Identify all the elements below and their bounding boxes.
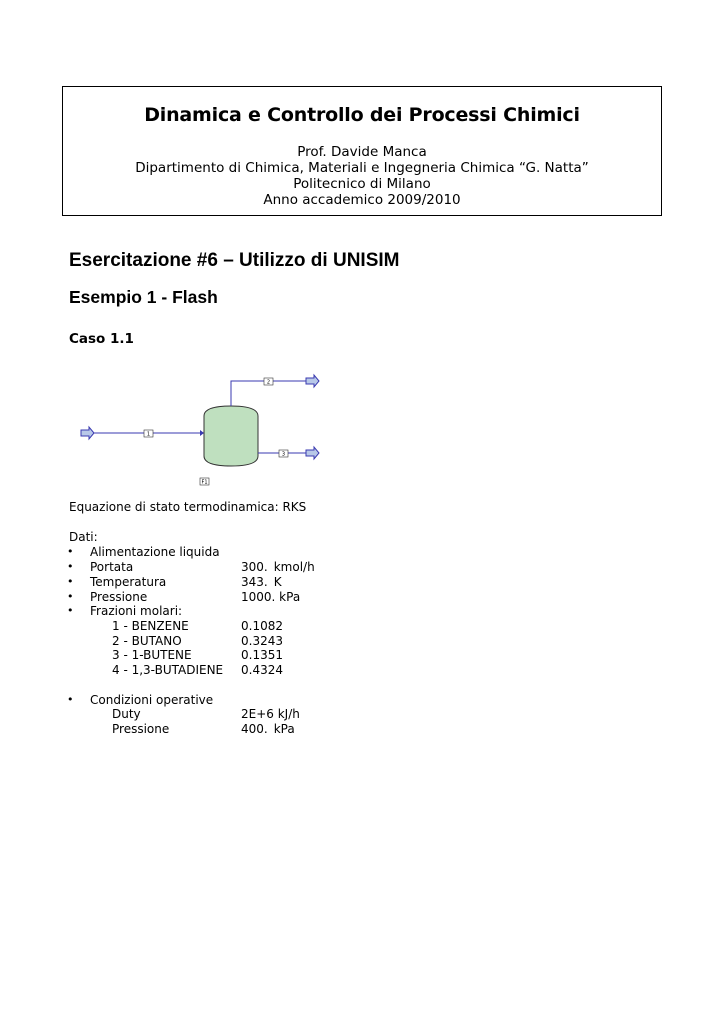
academic-year: Anno accademico 2009/2010 [263,192,461,208]
professor-name: Prof. Davide Manca [297,144,427,160]
dati-label: Dati: [69,530,98,544]
component-value: 0.1351 [241,648,283,662]
bullet-icon: • [67,604,74,617]
case-title: Caso 1.1 [69,331,134,347]
example-title: Esempio 1 - Flash [69,287,218,307]
pressione-label: Pressione [90,590,148,604]
feed-type: Alimentazione liquida [90,545,220,559]
liquid-stream-label: 3 [281,451,286,458]
temperatura-unit: K [273,575,282,589]
bullet-icon: • [67,575,74,588]
flash-vessel [204,406,258,466]
temperatura-value [241,575,282,590]
vapor-stream-arrow-icon [306,375,319,387]
feed-stream-label: 1 [146,431,151,438]
operating-pressione-unit: kPa [273,722,295,736]
pressione-value: 1000. kPa [241,590,301,604]
portata-value [241,560,315,575]
header-box [62,86,662,216]
liquid-stream-arrow-icon [306,447,319,459]
duty-label: Duty [112,707,141,721]
exercise-title: Esercitazione #6 – Utilizzo di UNISIM [69,250,400,271]
component-name: 2 - BUTANO [112,634,182,648]
unit-label: F1 [201,479,208,486]
component-value: 0.4324 [241,663,283,677]
bullet-icon: • [67,693,74,706]
feed-inlet-arrowhead [200,430,204,436]
duty-value: 2E+6 kJ/h [241,707,300,721]
operating-label: Condizioni operative [90,693,214,707]
component-value: 0.3243 [241,634,283,648]
bullet-icon: • [67,560,74,573]
flash-process-diagram [76,368,326,490]
operating-pressione-label: Pressione [112,722,170,736]
vapor-stream-label: 2 [266,379,271,386]
component-name: 4 - 1,3-BUTADIENE [112,663,224,677]
department-name: Dipartimento di Chimica, Materiali e Ingegneria Chimica “G. Natta” [135,160,589,176]
portata-number: 300. [241,560,268,574]
frazioni-label: Frazioni molari: [90,604,183,618]
portata-label: Portata [90,560,134,574]
operating-pressione-number: 400. [241,722,268,736]
bullet-icon: • [67,590,74,603]
temperatura-label: Temperatura [90,575,167,589]
bullet-icon: • [67,545,74,558]
component-name: 1 - BENZENE [112,619,189,633]
temperatura-number: 343. [241,575,268,589]
eos-line: Equazione di stato termodinamica: RKS [69,500,307,514]
operating-pressione-value [241,722,295,737]
portata-unit: kmol/h [273,560,315,574]
header-details [63,144,661,208]
component-name: 3 - 1-BUTENE [112,648,192,662]
component-value: 0.1082 [241,619,283,633]
feed-stream-arrow-icon [81,427,94,439]
university-name: Politecnico di Milano [293,176,431,192]
course-title: Dinamica e Controllo dei Processi Chimici [144,104,580,126]
